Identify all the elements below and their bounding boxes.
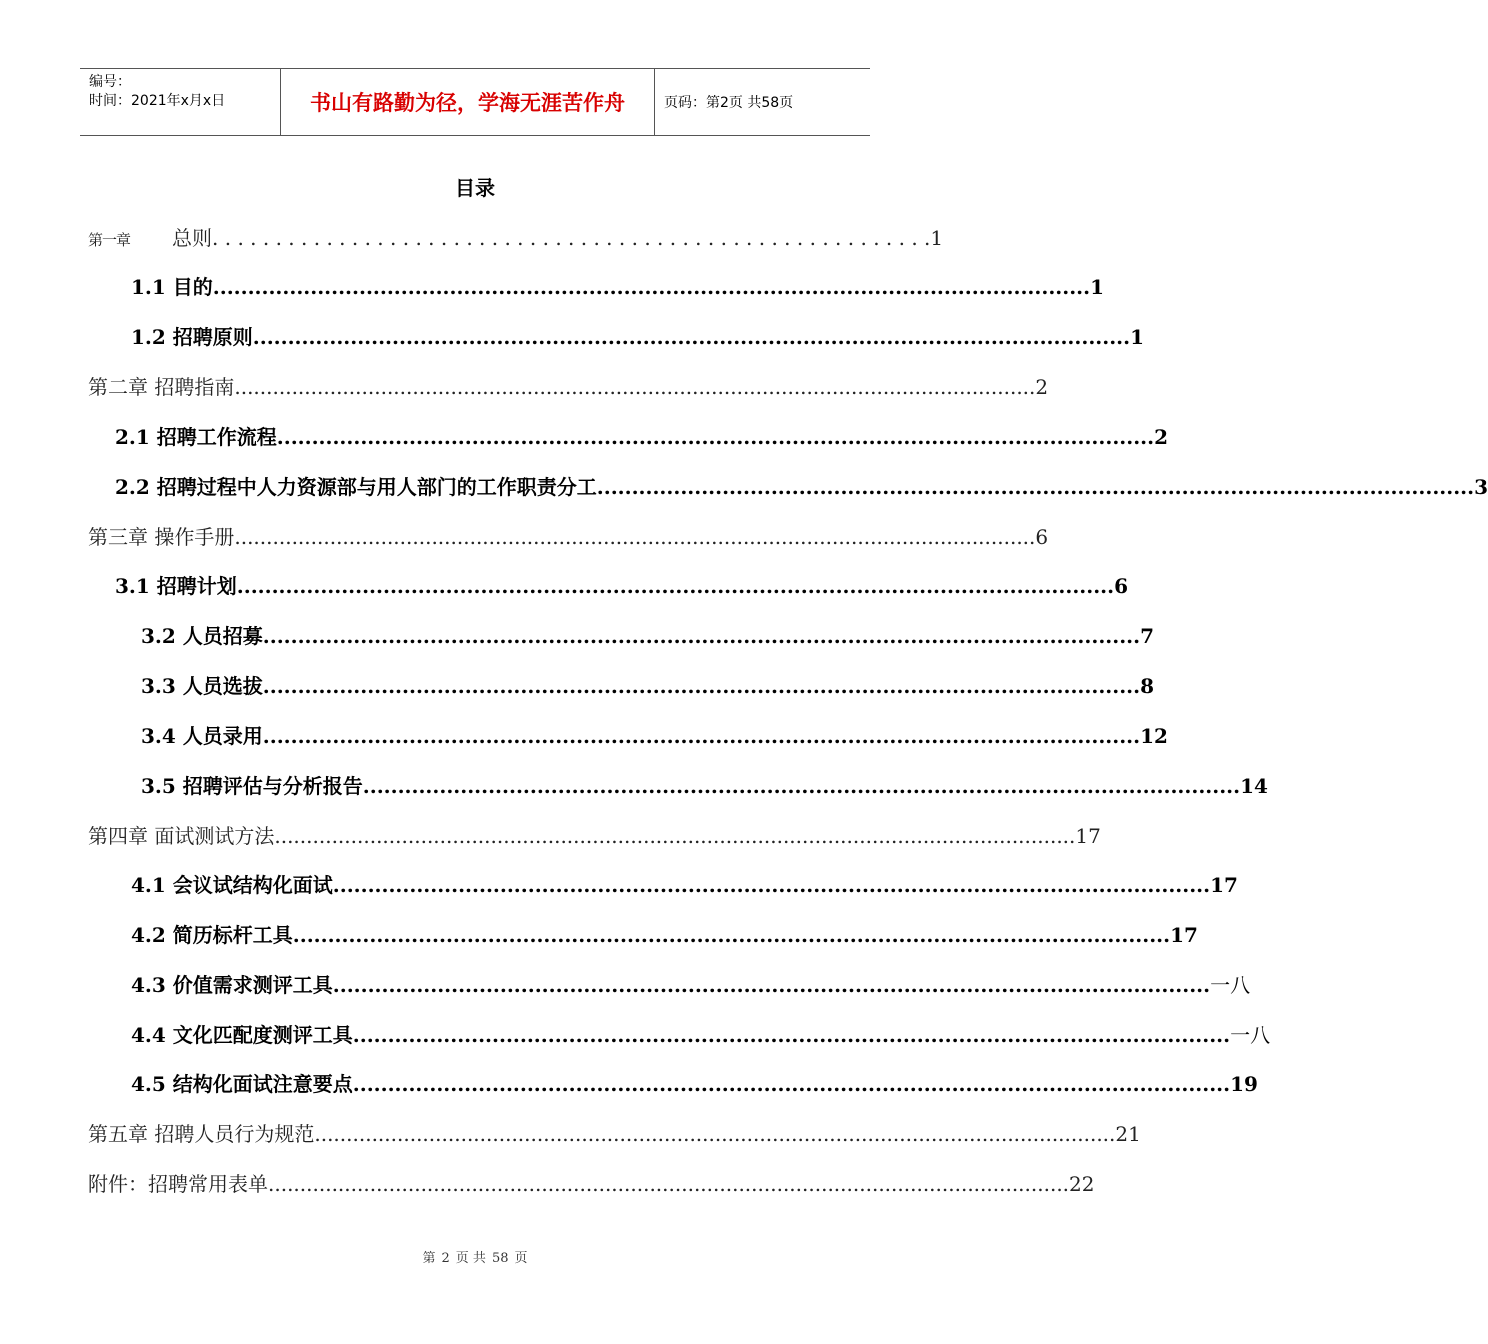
toc-leader: .............................................................................................................................. [332,973,1211,997]
toc-entry-8[interactable] [115,570,1129,599]
footer-middle: 页 共 [455,1251,486,1266]
toc-entry-11[interactable] [141,720,1168,749]
toc-page: 17 [1170,923,1198,947]
toc-page: 14 [1240,774,1268,798]
toc-leader: .............................................................................................................................. [234,375,1036,399]
toc-leader: .............................................................................................................................. [212,275,1091,299]
toc-label: 4.1 会议试结构化面试 [131,873,333,897]
toc-label: 2.1 招聘工作流程 [115,425,277,449]
toc-leader: .............................................................................................................................. [276,425,1155,449]
toc-label: 1.2 招聘原则 [131,325,253,349]
toc-page: 6 [1035,525,1049,549]
toc-page: 1 [1130,325,1145,349]
toc-leader: .............................................................................................................................. [262,724,1141,748]
toc-label: 4.3 价值需求测评工具 [131,973,333,997]
toc-page: 19 [1230,1072,1258,1096]
toc-entry-2[interactable] [131,271,1105,300]
toc-entry-16[interactable] [131,969,1251,998]
toc-leader: .............................................................................................................................. [352,1072,1231,1096]
header-motto [281,69,655,135]
toc-label: 3.3 人员选拔 [141,674,263,698]
toc-page: 3 [1474,475,1488,499]
toc-entry-7[interactable] [88,521,1049,550]
footer-total-pages: 58 [491,1251,509,1266]
toc-entry-5[interactable] [115,421,1169,450]
toc-leader: .............................................................................................................................. [352,1023,1231,1047]
toc-entry-3[interactable] [131,321,1145,350]
toc-label: 总则 [172,226,213,250]
toc-page: 6 [1114,574,1129,598]
toc-leader: .............................................................................................................................. [274,824,1076,848]
toc-label: 附件：招聘常用表单 [88,1172,268,1196]
toc-label: 3.2 人员招募 [141,624,263,648]
toc-leader: .............................................................................................................................. [262,624,1141,648]
toc-label: 第四章 面试测试方法 [88,824,275,848]
header-meta [80,69,281,135]
toc-page: 2 [1154,425,1169,449]
toc-entry-6[interactable] [115,471,1488,500]
toc-entry-4[interactable] [88,371,1049,400]
toc-leader: .............................................................................................................................. [236,574,1115,598]
toc-label: 3.4 人员录用 [141,724,263,748]
toc-label: 第二章 招聘指南 [88,375,235,399]
toc-leader: .............................................................................................................................. [262,674,1141,698]
toc-leader: .............................................................................................................................. [252,325,1131,349]
toc-label: 第三章 操作手册 [88,525,235,549]
toc-label: 2.2 招聘过程中人力资源部与用人部门的工作职责分工 [115,475,597,499]
toc-leader: .............................................................................................................................. [292,923,1171,947]
page-footer [0,1247,950,1266]
toc-label: 4.2 简历标杆工具 [131,923,293,947]
page-header [80,68,870,136]
toc-page: 17 [1210,873,1238,897]
header-motto-text: 书山有路勤为径，学海无涯苦作舟 [310,91,625,115]
footer-prefix: 第 [422,1251,436,1266]
toc-entry-1[interactable] [88,222,944,251]
toc-page: 1 [930,226,944,250]
header-page-info [655,69,870,135]
toc-title: 目录 [455,176,495,200]
toc-page: 12 [1140,724,1168,748]
toc-entry-9[interactable] [141,620,1155,649]
toc-entry-13[interactable] [88,820,1101,849]
toc-entry-19[interactable] [88,1118,1141,1147]
toc-label: 第五章 招聘人员行为规范 [88,1122,315,1146]
toc-chapter-number: 第一章 [88,231,131,249]
toc-page: 7 [1140,624,1155,648]
toc-leader: .............................................................................................................................. [362,774,1241,798]
toc-leader: .............................................................................................................................. [268,1172,1070,1196]
toc-label: 1.1 目的 [131,275,213,299]
toc-label: 4.5 结构化面试注意要点 [131,1072,353,1096]
toc-page: 21 [1115,1122,1141,1146]
toc-label: 4.4 文化匹配度测评工具 [131,1023,353,1047]
header-number: 编号： [89,74,131,90]
toc-entry-17[interactable] [131,1019,1271,1048]
header-page-info-text: 页码：第2页 共58页 [664,95,794,111]
toc-leader: .............................................................................................................................. [596,475,1475,499]
toc-page: 22 [1069,1172,1095,1196]
toc-leader: .............................................................................................................................. [234,525,1036,549]
toc-page: 一八 [1230,1023,1271,1047]
toc-leader: . . . . . . . . . . . . . . . . . . . . . . . . . . . . . . . . . . . . . . . . . . . . . . . . . . . . . . . . . [212,226,931,250]
footer-suffix: 页 [514,1251,528,1266]
toc-page: 2 [1035,375,1049,399]
toc-leader: .............................................................................................................................. [332,873,1211,897]
toc-leader: .............................................................................................................................. [314,1122,1116,1146]
toc-page: 1 [1090,275,1105,299]
toc-label: 3.5 招聘评估与分析报告 [141,774,363,798]
toc-page: 17 [1075,824,1101,848]
toc-entry-14[interactable] [131,869,1238,898]
toc-page: 一八 [1210,973,1251,997]
toc-entry-20[interactable] [88,1168,1095,1197]
toc-entry-12[interactable] [141,770,1268,799]
toc-entry-15[interactable] [131,919,1198,948]
toc-entry-10[interactable] [141,670,1155,699]
toc-entry-18[interactable] [131,1068,1258,1097]
toc-page: 8 [1140,674,1155,698]
toc-label: 3.1 招聘计划 [115,574,237,598]
footer-current-page: 2 [441,1251,450,1266]
header-time: 时间：2021年x月x日 [89,93,226,109]
